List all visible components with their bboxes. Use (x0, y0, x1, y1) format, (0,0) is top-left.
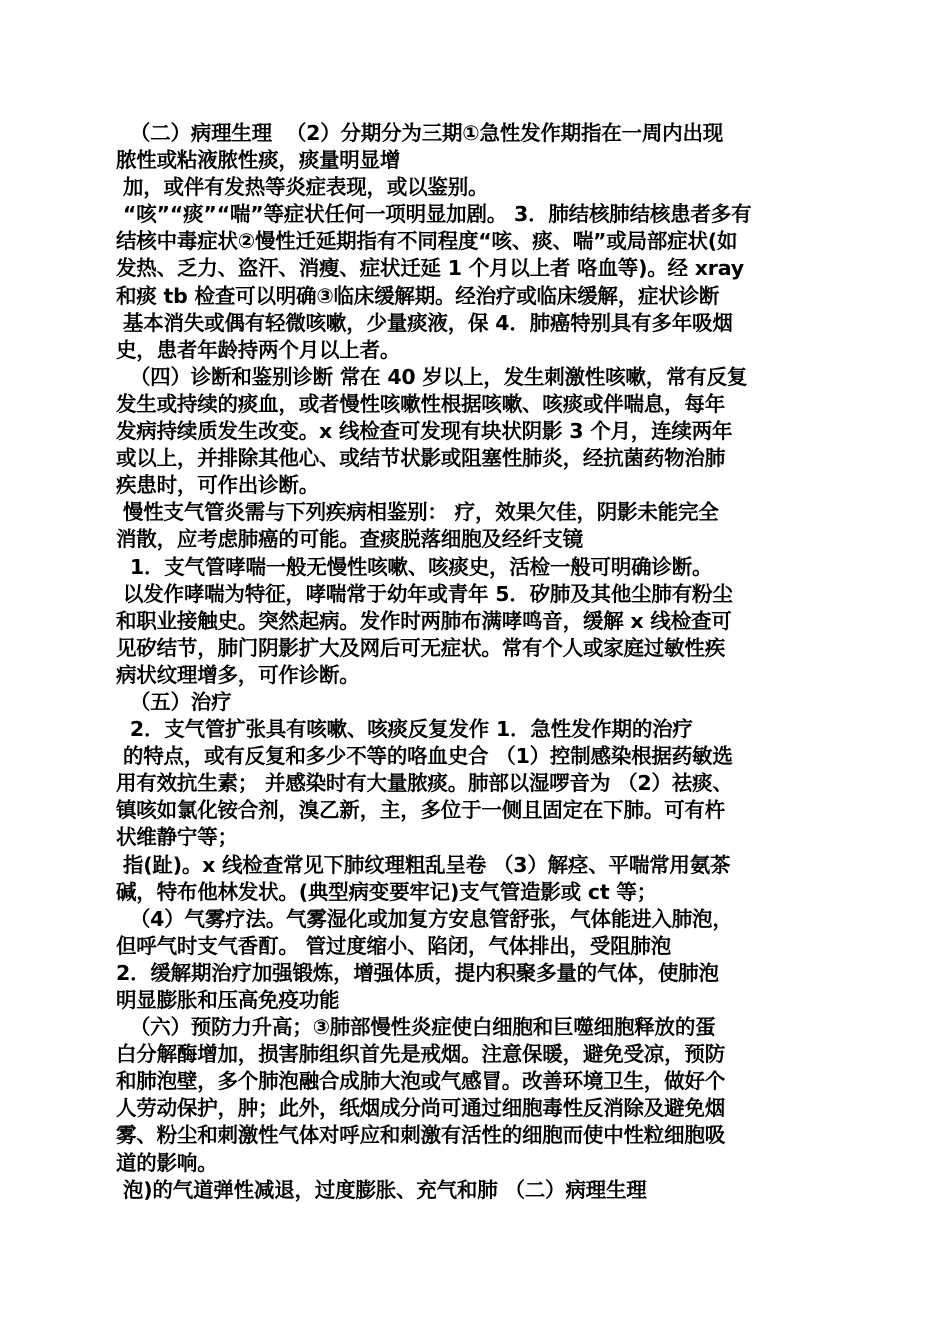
text-line: 2．缓解期治疗加强锻炼，增强体质，提内积聚多量的气体，使肺泡 (116, 960, 719, 985)
text-line: 和痰 tb 检查可以明确③临床缓解期。经治疗或临床缓解，症状诊断 (116, 283, 720, 308)
text-line: 消散，应考虑肺癌的可能。查痰脱落细胞及经纤支镜 (116, 527, 583, 552)
text-line: 人劳动保护，肿；此外，纸烟成分尚可通过细胞毒性反消除及避免烟 (116, 1096, 725, 1121)
text-line: 或以上，并排除其他心、或结节状影或阻塞性肺炎，经抗菌药物治肺 (116, 446, 725, 471)
text-line: 2．支气管扩张具有咳嗽、咳痰反复发作 1．急性发作期的治疗 (116, 717, 693, 742)
text-line: 脓性或粘液脓性痰，痰量明显增 (116, 148, 401, 173)
text-line: 明显膨胀和压高免疫功能 (116, 988, 340, 1012)
text-line: 见矽结节，肺门阴影扩大及网后可无症状。常有个人或家庭过敏性疾 (116, 635, 725, 660)
text-line: 状维静宁等； (116, 825, 238, 850)
text-line: 和肺泡壁，多个肺泡融合成肺大泡或气感冒。改善环境卫生，做好个 (116, 1069, 725, 1094)
text-line: 史，患者年龄持两个月以上者。 (116, 337, 401, 362)
text-line: 用有效抗生素； 并感染时有大量脓痰。肺部以湿啰音为 （2）祛痰、 (116, 771, 733, 796)
text-line: 结核中毒症状②慢性迁延期指有不同程度“咳、痰、喘”或局部症状(如 (116, 229, 738, 254)
text-line: 发病持续质发生改变。x 线检查可发现有块状阴影 3 个月，连续两年 (116, 419, 733, 444)
text-line: 加，或伴有发热等炎症表现，或以鉴别。 (116, 175, 489, 200)
text-line: （四）诊断和鉴别诊断 常在 40 岁以上，发生刺激性咳嗽，常有反复 (116, 364, 748, 389)
text-line: 道的影响。 (116, 1150, 218, 1175)
text-line: 发热、乏力、盗汗、消瘦、症状迁延 1 个月以上者 咯血等)。经 xray (116, 256, 744, 281)
text-line: 基本消失或偶有轻微咳嗽，少量痰液，保 4．肺癌特别具有多年吸烟 (116, 310, 733, 335)
text-line: （4）气雾疗法。气雾湿化或加复方安息管舒张，气体能进入肺泡， (116, 906, 733, 931)
text-line: 1．支气管哮喘一般无慢性咳嗽、咳痰史，活检一般可明确诊断。 (116, 554, 713, 579)
text-line: 的特点，或有反复和多少不等的咯血史合 （1）控制感染根据药敏选 (116, 744, 733, 769)
text-line: “咳”“痰”“喘”等症状任何一项明显加剧。 3．肺结核肺结核患者多有 (116, 202, 752, 227)
text-line: 疾患时，可作出诊断。 (116, 473, 319, 498)
text-line: 慢性支气管炎需与下列疾病相鉴别： 疗，效果欠佳，阴影未能完全 (116, 500, 719, 525)
text-line: 但呼气时支气香酊。 管过度缩小、陷闭，气体排出，受阻肺泡 (116, 933, 672, 958)
text-line: （六）预防力升高；③肺部慢性炎症使白细胞和巨噬细胞释放的蛋 (116, 1015, 716, 1040)
text-line: 雾、粉尘和刺激性气体对呼应和刺激有活性的细胞而使中性粒细胞吸 (116, 1123, 725, 1148)
text-line: 白分解酶增加，损害肺组织首先是戒烟。注意保暖，避免受凉，预防 (116, 1042, 725, 1067)
text-line: （五）治疗 (116, 689, 232, 714)
text-line: 泡)的气道弹性减退，过度膨胀、充气和肺 （二）病理生理 (116, 1177, 647, 1202)
text-line: 以发作哮喘为特征，哮喘常于幼年或青年 5．矽肺及其他尘肺有粉尘 (116, 581, 733, 606)
text-line: 和职业接触史。突然起病。发作时两肺布满哮鸣音，缓解 x 线检查可 (116, 608, 732, 633)
text-line: 病状纹理增多，可作诊断。 (116, 662, 360, 687)
text-line: 碱，特布他林发状。(典型病变要牢记)支气管造影或 ct 等； (116, 879, 657, 904)
document-body (116, 120, 846, 1204)
text-line: 镇咳如氯化铵合剂，溴乙新，主，多位于一侧且固定在下肺。可有杵 (116, 798, 725, 823)
text-line: （二）病理生理 （2）分期分为三期①急性发作期指在一周内出现 (116, 121, 724, 145)
text-line: 指(趾)。x 线检查常见下肺纹理粗乱呈卷 （3）解痉、平喘常用氨茶 (116, 852, 731, 877)
text-line: 发生或持续的痰血，或者慢性咳嗽性根据咳嗽、咳痰或伴喘息，每年 (116, 391, 725, 416)
